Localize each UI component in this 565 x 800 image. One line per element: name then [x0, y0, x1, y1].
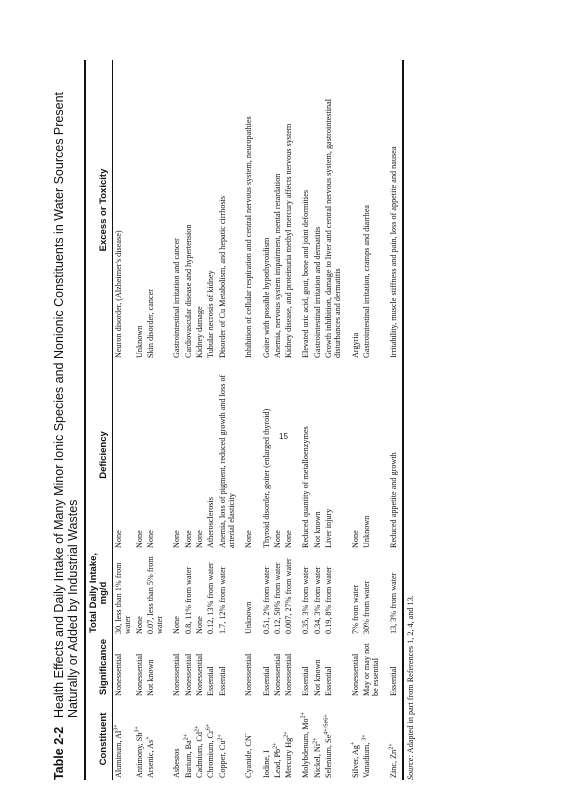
toxicity-cell: Kidney damage: [195, 306, 205, 358]
table-row: [382, 60, 399, 780]
table-bottom-rule: [402, 60, 404, 780]
intake-cell: 30, less than 1% from water: [114, 562, 133, 634]
table-row: [217, 60, 238, 780]
ion-charge: +: [349, 741, 356, 746]
deficiency-cell: Atherosclerosis: [206, 497, 216, 548]
deficiency-cell: None: [284, 530, 294, 548]
intake-cell: 0.19, 8% from water: [324, 566, 334, 634]
constituent-name: Iodine, I: [261, 750, 271, 778]
table-caption: [52, 60, 80, 780]
deficiency-cell: Unknown: [361, 515, 371, 548]
constituent-cell: [217, 698, 238, 780]
significance-cell: Essential: [324, 666, 334, 696]
health-effects-table: [84, 60, 399, 780]
table-source-note: [406, 60, 415, 780]
deficiency-cell: Anemia, loss of pigment, reduced growth and loss of arterial elasticity: [217, 374, 236, 548]
constituent-name: Zinc, Zn: [388, 749, 398, 778]
table-header-row: [85, 60, 113, 780]
deficiency-cell: None: [114, 530, 123, 548]
significance-cell: Essential: [388, 666, 398, 696]
significance-cell: Nonessential: [134, 653, 144, 696]
significance-cell: Nonessential: [114, 653, 123, 696]
deficiency-cell: None: [183, 530, 193, 548]
intake-cell: Unknown: [244, 601, 254, 634]
table-row: [113, 60, 134, 780]
intake-cell: 7% from water: [350, 584, 360, 634]
toxicity-cell: Goiter with possible hypothyroidism: [261, 237, 271, 358]
significance-cell: Not known: [312, 659, 322, 696]
significance-cell: Essential: [261, 666, 271, 696]
toxicity-cell: Gastrointestinal irritation, cramps and diarrhea: [361, 204, 371, 358]
intake-cell: 0.12, 50% from water: [272, 562, 282, 634]
significance-cell: Essential: [217, 666, 227, 696]
constituent-cell: [113, 698, 134, 780]
table-row: [294, 60, 311, 780]
constituent-cell: [344, 698, 361, 780]
significance-cell: Essential: [301, 666, 311, 696]
constituent-name: Molybdenum, Mo: [301, 718, 311, 778]
intake-cell: 0.51, 2% from water: [261, 566, 271, 634]
deficiency-cell: None: [195, 530, 205, 548]
ion-charge: 2+: [272, 742, 279, 749]
table-row: [183, 60, 194, 780]
toxicity-cell: Skin disorder, cancer: [145, 288, 155, 358]
deficiency-cell: Not known: [312, 511, 322, 548]
intake-cell: 1.7, 12% from water: [217, 566, 227, 634]
constituent-name: Lead, Pb: [272, 748, 282, 778]
intake-cell: 0.007, 27% from water: [284, 558, 294, 634]
constituent-cell: [145, 698, 166, 780]
ion-charge: 3+: [113, 724, 120, 731]
ion-charge: 2+: [387, 743, 394, 750]
table-row: [194, 60, 205, 780]
deficiency-cell: None: [350, 530, 360, 548]
intake-cell: 0.8, 11% from water: [183, 566, 193, 634]
ion-charge: 2+: [216, 734, 223, 741]
constituent-cell: [272, 698, 283, 780]
toxicity-cell: Neuron disorder, (Alzheimer's disease): [114, 230, 123, 358]
column-header: Constituent: [98, 712, 109, 766]
toxicity-cell: Gastrointestinal irritation and cancer: [172, 238, 182, 358]
ion-charge: -: [243, 733, 250, 736]
constituent-name: Chromium, Cr: [206, 730, 216, 778]
constituent-name: Mercury Hg: [284, 737, 294, 778]
significance-cell: Nonessential: [172, 653, 182, 696]
significance-cell: May or may not be essential: [361, 643, 381, 696]
column-header: Deficiency: [98, 431, 109, 479]
constituent-name: Vanadium,: [361, 740, 371, 778]
constituent-name: Nickel, Ni: [312, 743, 322, 778]
column-header: Significance: [98, 639, 109, 695]
significance-cell: Nonessential: [284, 653, 294, 696]
ion-charge: 2+: [183, 733, 190, 741]
ion-charge: 3+: [133, 726, 140, 733]
page-number: 15: [279, 432, 288, 441]
intake-cell: 0.07, less than 5% from water: [145, 556, 165, 634]
deficiency-cell: None: [244, 530, 254, 548]
constituent-cell: [382, 698, 399, 780]
table-row: [272, 60, 283, 780]
constituent-cell: [237, 698, 254, 780]
constituent-name: Aluminum, Al: [114, 730, 123, 778]
deficiency-cell: Thyroid disorder, goiter (enlarged thyroid): [261, 408, 271, 548]
constituent-name: Cadmium, Cd: [195, 732, 205, 778]
intake-cell: None: [134, 616, 144, 634]
table-row: [205, 60, 216, 780]
table-row: [134, 60, 145, 780]
ion-charge: 6+: [205, 723, 212, 731]
toxicity-cell: Elevated uric acid, gout, bone and joint deformities: [301, 189, 311, 358]
constituent-cell: [283, 698, 294, 780]
constituent-name: Antimony, Sb: [134, 732, 144, 778]
ion-charge: 2+: [300, 712, 307, 719]
significance-cell: Not known: [145, 659, 155, 696]
deficiency-cell: None: [172, 530, 182, 548]
intake-cell: 0.35, 3% from water: [301, 566, 311, 634]
toxicity-cell: Argyria: [350, 332, 360, 358]
rotated-table-sheet: [52, 60, 472, 780]
constituent-name: Arsenic, As: [145, 739, 155, 778]
deficiency-cell: None: [272, 530, 282, 548]
constituent-cell: [165, 698, 182, 780]
constituent-name: Silver, Ag: [350, 745, 360, 778]
constituent-name: Asbestos: [172, 748, 182, 778]
toxicity-cell: Kidney disease, and proteinuria methyl mercury affects nervous system: [284, 123, 294, 358]
constituent-cell: [294, 698, 311, 780]
constituent-cell: [255, 698, 272, 780]
ion-charge: 2+: [283, 731, 290, 738]
table-row: [323, 60, 344, 780]
toxicity-cell: Unknown: [134, 325, 144, 358]
source-label: Source:: [405, 754, 415, 780]
significance-cell: Nonessential: [272, 653, 282, 696]
constituent-name: Barium, Ba: [183, 740, 193, 778]
constituent-name: Copper, Cu: [217, 740, 227, 778]
intake-cell: 13, 3% from water: [388, 572, 398, 634]
table-row: [255, 60, 272, 780]
ion-charge: 2+: [312, 737, 319, 744]
significance-cell: Nonessential: [244, 653, 254, 696]
constituent-cell: [312, 698, 323, 780]
toxicity-cell: Anemia, nervous system impairment, mental retardation: [272, 173, 282, 358]
toxicity-cell: Disorder of Cu Metabolism, and hepatic cirrhosis: [217, 195, 227, 358]
toxicity-cell: Tubular necrosis of kidney: [206, 270, 216, 358]
deficiency-cell: Reduced quantity of metalloenzymes: [301, 426, 311, 548]
deficiency-cell: None: [134, 530, 144, 548]
significance-cell: Nonessential: [195, 653, 205, 696]
constituent-cell: [323, 698, 344, 780]
table-row: [344, 60, 361, 780]
toxicity-cell: Cardiovascular disease and hypertension: [183, 224, 193, 358]
ion-charge: 4+/Se6+: [323, 714, 330, 735]
significance-cell: Nonessential: [350, 653, 360, 696]
constituent-cell: [361, 698, 382, 780]
intake-cell: 0.12, 13% from water: [206, 562, 216, 634]
table-row: [283, 60, 294, 780]
table-row: [165, 60, 182, 780]
toxicity-cell: Gastrointestinal irritation and dermatitis: [312, 226, 322, 358]
table-row: [237, 60, 254, 780]
toxicity-cell: Growth inhibition, damage to liver and central nervous system, gastrointestinal disturbances and dermatitis: [324, 99, 343, 358]
intake-cell: None: [195, 616, 205, 634]
column-header: Total Daily Intake, mg/d: [88, 552, 109, 634]
source-text: Adapted in part from References 1, 2, 4, and 13.: [405, 595, 415, 754]
constituent-name: Cyanide, CN: [244, 735, 254, 778]
constituent-cell: [183, 698, 194, 780]
significance-cell: Nonessential: [183, 653, 193, 696]
intake-cell: 0.34, 3% from water: [312, 566, 322, 634]
constituent-cell: [134, 698, 145, 780]
significance-cell: Essential: [206, 666, 216, 696]
table-number: Table 2-2: [52, 726, 66, 780]
toxicity-cell: Irritability, muscle stiffness and pain, loss of appetite and nausea: [388, 146, 398, 358]
ion-charge: +: [145, 736, 152, 740]
deficiency-cell: None: [145, 530, 155, 548]
ion-charge: 3+: [361, 734, 368, 741]
constituent-name: Selenium, Se: [324, 734, 334, 778]
table-row: [312, 60, 323, 780]
toxicity-cell: Inhibition of cellular respiration and central nervous system, neuropathies: [244, 116, 254, 358]
table-title: Health Effects and Daily Intake of Many Minor Ionic Species and Nonionic Constituents in Water Sources Present Naturally or Added by Industrial Wastes: [52, 91, 80, 718]
table-row: [145, 60, 166, 780]
intake-cell: None: [172, 616, 182, 634]
deficiency-cell: Liver injury: [324, 508, 334, 548]
intake-cell: 30% from water: [361, 580, 371, 634]
constituent-cell: [205, 698, 216, 780]
table-row: [361, 60, 382, 780]
constituent-cell: [194, 698, 205, 780]
ion-charge: 2+: [194, 725, 201, 733]
deficiency-cell: Reduced appetite and growth: [388, 452, 398, 548]
column-header: Excess or Toxicity: [98, 168, 109, 252]
